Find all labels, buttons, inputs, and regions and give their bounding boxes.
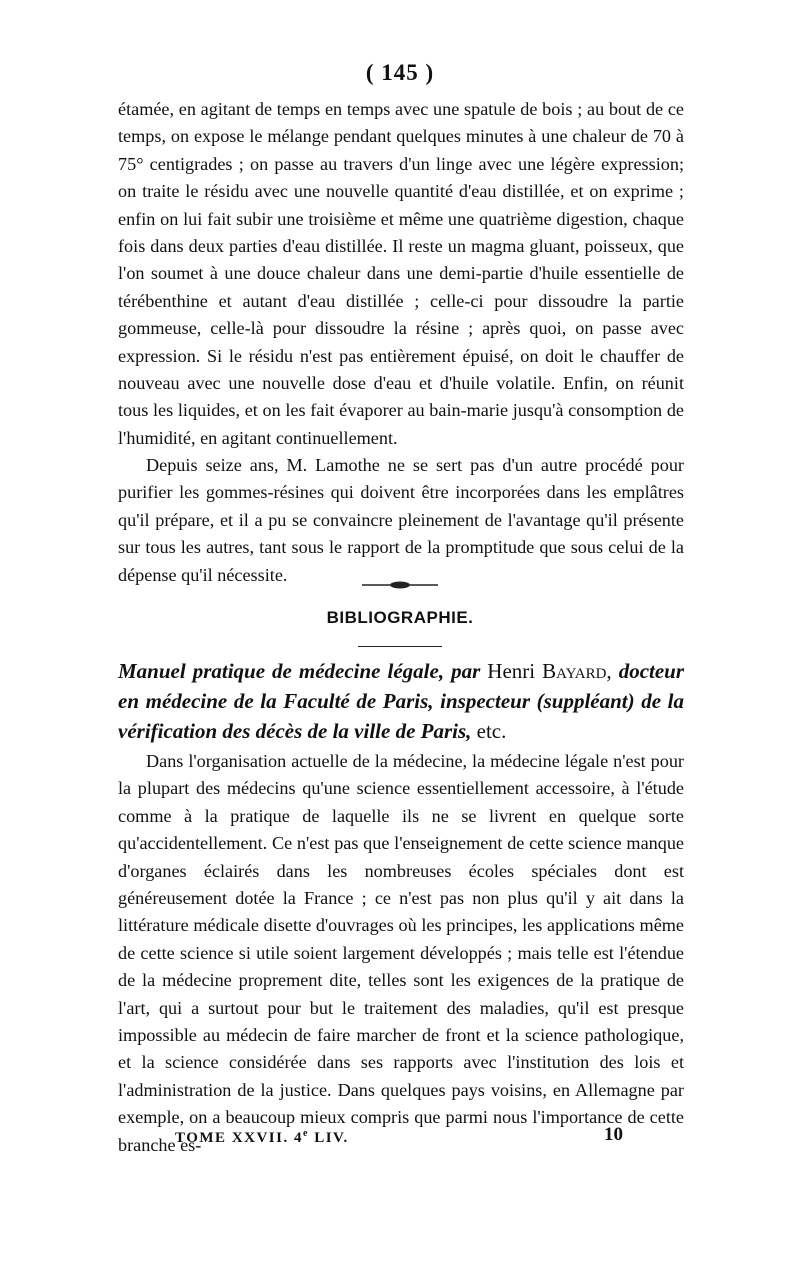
footer-issue-label: LIV.	[314, 1130, 349, 1146]
citation-author-first: Henri	[487, 659, 536, 683]
paragraph-lamothe: Depuis seize ans, M. Lamothe ne se sert pas d'un autre procédé pour purifier les gommes-résines qui doivent être incorporées dans les emplâtres qu'il prépare, et il a pu se convaincre pleinement de l'avantage qu'il présente sur tous les autres, tant sous le rapport de la promptitude que sous celui de la dépense qu'il nécessite.	[118, 455, 684, 585]
footer-issue-sup: e	[303, 1128, 309, 1139]
footer-volume-label: TOME XXVII.	[175, 1130, 289, 1146]
citation-description: docteur en médecine de la Faculté de Paris, inspecteur (suppléant) de la vérification des décès de la ville de Paris,	[118, 659, 685, 743]
page-number: ( 145 )	[365, 60, 435, 85]
paragraph-review: Dans l'organisation actuelle de la médecine, la médecine légale n'est pour la plupart des médecins qu'une science essentiellement accessoire, à l'étude comme à la pratique de laquelle ils ne se livrent en quelque sorte qu'accidentellement. Ce n'est pas que l'enseignement de cette science manque d'organes éclairés dans les nombreuses écoles spéciales dont est généreusement dotée la France ; ce n'est pas non plus qu'il y ait dans la littérature médicale disette d'ouvrages où les principes, les applications même de cette science si utile soient largement développés ; mais telle est l'étendue de la médecine proprement dite, telles sont les exigences de la pratique de l'art, qui a surtout pour but le traitement des maladies, qu'il est presque impossible au médecin de faire marcher de front et la science pathologique, et la science considérée dans ses rapports avec l'institution des lois et l'administration de la justice. Dans quelques pays voisins, en Allemagne par exemple, on a beaucoup mieux compris que parmi nous l'importance de cette branche es-	[118, 751, 684, 1155]
book-citation	[118, 656, 684, 746]
paragraph-continuation: étamée, en agitant de temps en temps avec une spatule de bois ; au bout de ce temps, on expose le mélange pendant quelques minutes à une chaleur de 70 à 75° centigrades ; on passe au travers d'un linge avec une légère expression; on traite le résidu avec une nouvelle quantité d'eau distillée, et on exprime ; enfin on lui fait subir une troisième et même une quatrième digestion, chaque fois dans deux parties d'eau distillée. Il reste un magma gluant, poisseux, que l'on soumet à une douce chaleur dans une demi-partie d'huile essentielle de térébenthine et autant d'eau distillée ; celle-ci pour dissoudre la partie gommeuse, celle-là pour dissoudre la résine ; après quoi, on passe avec expression. Si le résidu n'est pas entièrement épuisé, on doit le chauffer de nouveau avec une nouvelle dose d'eau et d'huile volatile. Enfin, on réunit tous les liquides, et on les fait évaporer au bain-marie jusqu'à consomption de l'humidité, en agitant continuellement.	[118, 99, 684, 448]
citation-etc: etc.	[476, 719, 507, 743]
heading-rule	[358, 646, 442, 647]
ornament-divider-icon	[360, 580, 440, 590]
section-heading: BIBLIOGRAPHIE.	[326, 608, 474, 627]
citation-title: Manuel pratique de médecine légale, par	[118, 659, 481, 683]
citation-author-last: Bayard,	[542, 659, 612, 683]
footer-issue-number: 4	[294, 1130, 303, 1146]
footer-volume	[175, 1128, 349, 1147]
footer-signature: 10	[604, 1124, 623, 1145]
